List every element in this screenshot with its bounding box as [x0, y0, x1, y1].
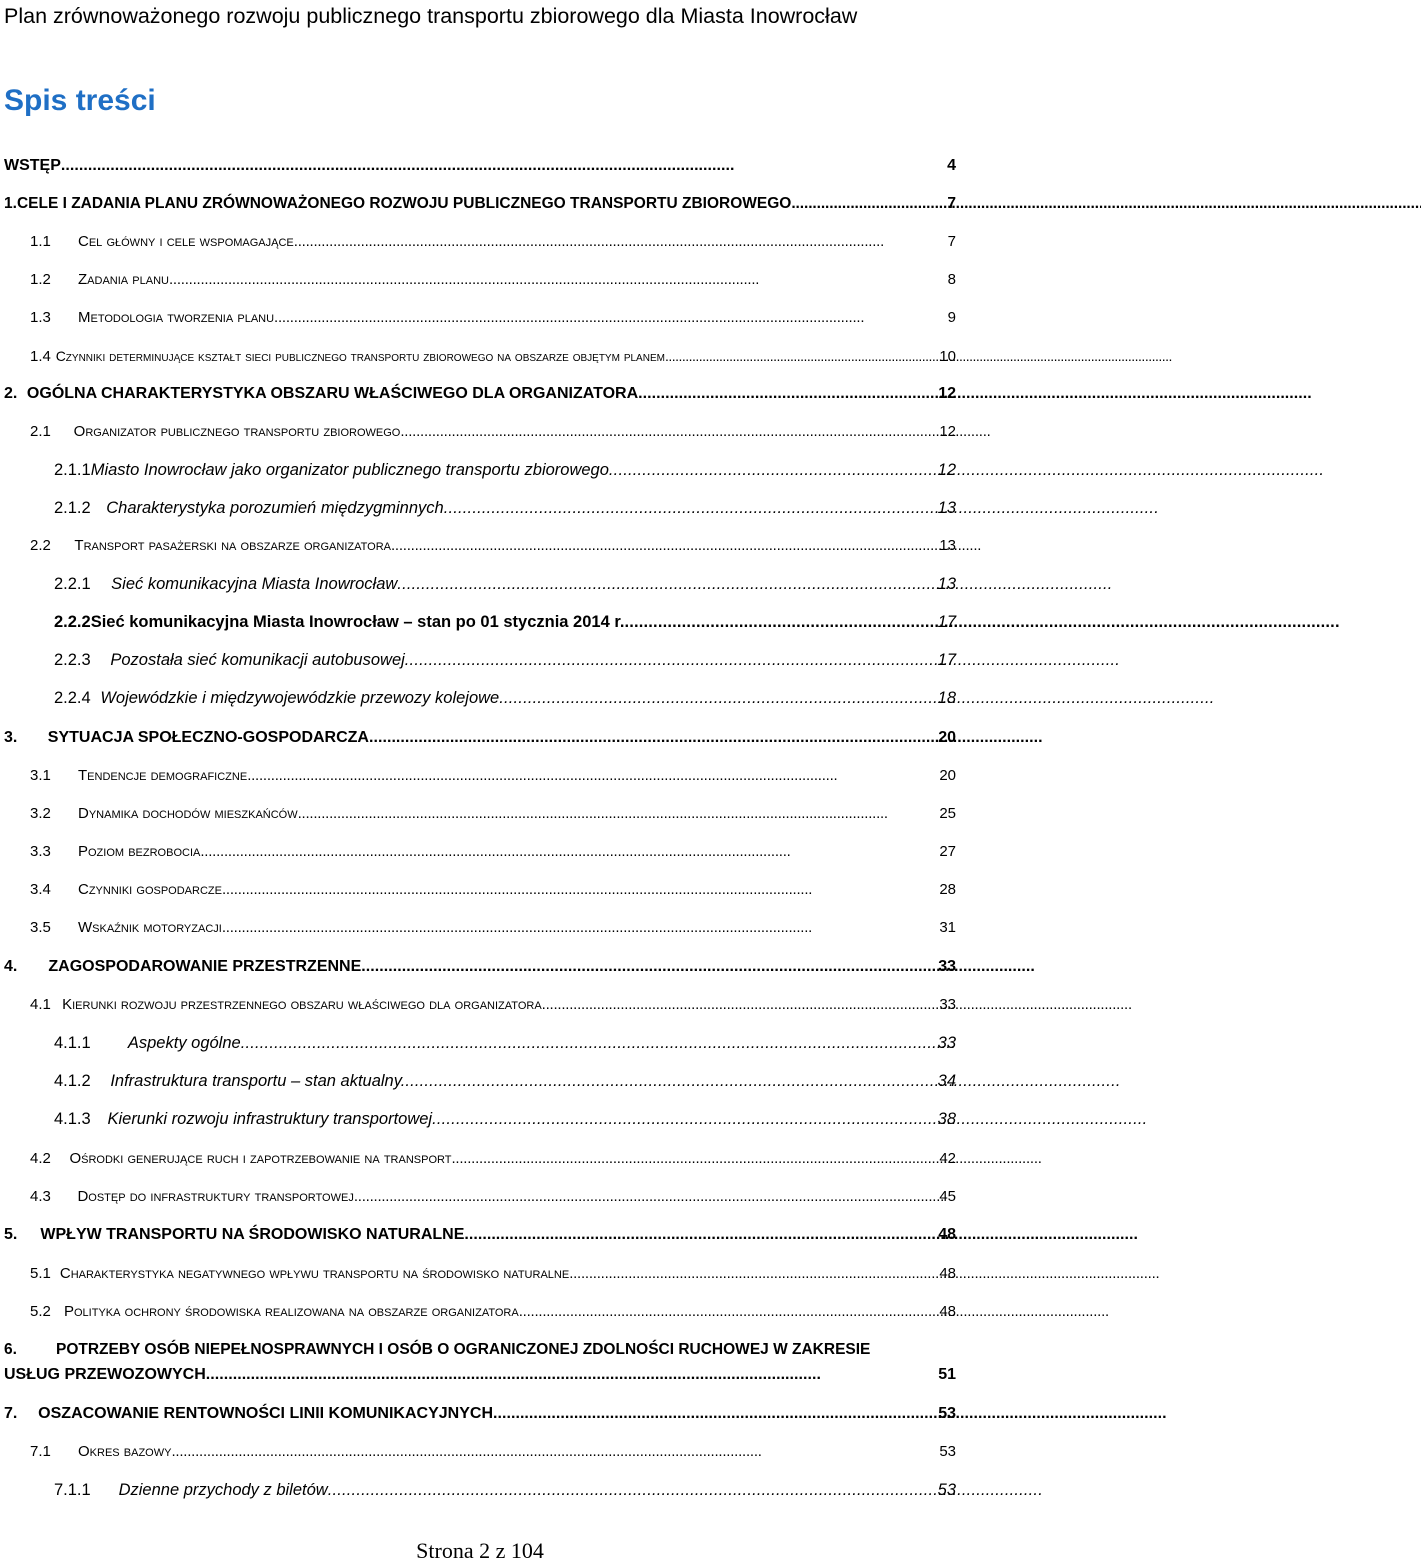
toc-leader [464, 1224, 934, 1246]
toc-entry-page: 38 [937, 1110, 956, 1128]
toc-leader [369, 727, 934, 749]
toc-leader [665, 345, 935, 367]
toc-entry-page: 13 [937, 499, 956, 517]
toc-entry-text: Metodologia tworzenia planu [78, 309, 275, 326]
toc-entry-text: Kierunki rozwoju infrastruktury transportowej [107, 1110, 433, 1128]
toc-leader [397, 573, 933, 595]
toc-entry-number: 2.2.2 [54, 613, 91, 631]
toc-entry-page: 53 [937, 1481, 956, 1499]
toc-entry-page: 9 [947, 309, 956, 326]
toc-entry-page: 31 [939, 919, 956, 936]
toc-leader [405, 1070, 933, 1092]
toc-entry-text: Zadania planu [78, 271, 169, 288]
toc-entry-page: 48 [939, 1265, 956, 1282]
toc-entry-text: Aspekty ogólne [127, 1034, 241, 1052]
toc-entry-page: 48 [938, 1226, 956, 1243]
toc-entry[interactable] [4, 1224, 956, 1246]
document-header: Plan zrównoważonego rozwoju publicznego transportu zbiorowego dla Miasta Inowrocław [4, 4, 858, 28]
toc-entry[interactable] [54, 1032, 956, 1054]
toc-entry-number: 3.3 [30, 843, 51, 860]
toc-entry-text: Poziom bezrobocia [78, 843, 201, 860]
toc-entry-text: Charakterystyka porozumień międzygminnych [106, 499, 444, 517]
toc-entry-text: Polityka ochrony środowiska realizowana na obszarze organizatora [64, 1303, 519, 1320]
toc-entry[interactable] [54, 1108, 956, 1130]
toc-entry[interactable] [54, 497, 956, 519]
toc-entry-number: 7.1 [30, 1443, 51, 1460]
toc-entry[interactable] [4, 727, 956, 749]
toc-entry-text: Sieć komunikacyjna Miasta Inowrocław [111, 575, 398, 593]
toc-entry[interactable] [54, 1070, 956, 1092]
toc-leader [274, 307, 944, 329]
toc-entry-text: OSZACOWANIE RENTOWNOŚCI LINII KOMUNIKACYJNYCH [38, 1405, 493, 1422]
toc-entry-number: 3.1 [30, 767, 51, 784]
toc-leader [169, 269, 944, 291]
toc-leader [499, 687, 933, 709]
toc-leader [638, 383, 934, 405]
toc-entry[interactable] [4, 193, 956, 215]
toc-entry-page: 20 [938, 729, 956, 746]
toc-entry-number: 2.2 [30, 537, 51, 554]
toc-entry-page: 17 [937, 613, 956, 631]
toc-entry[interactable] [30, 917, 956, 939]
toc-entry-text: Czynniki gospodarcze [78, 881, 222, 898]
toc-entry-number: 2.2.1 [54, 575, 91, 593]
toc-entry-page: 51 [938, 1366, 956, 1383]
toc-entry[interactable] [30, 765, 956, 787]
toc-entry-text: SYTUACJA SPOŁECZNO-GOSPODARCZA [47, 729, 369, 746]
toc-leader [294, 231, 944, 253]
toc-entry[interactable] [54, 573, 956, 595]
toc-entry-text: Dostęp do infrastruktury transportowej [77, 1188, 354, 1205]
toc-entry-page: 13 [937, 575, 956, 593]
toc-entry-number: 4. [4, 958, 18, 975]
toc-entry-text: Dzienne przychody z biletów [118, 1481, 328, 1499]
toc-entry-text: Okres bazowy [78, 1443, 172, 1460]
toc-entry-number: 4.1.1 [54, 1034, 91, 1052]
toc-entry-text: USŁUG PRZEWOZOWYCH [4, 1366, 206, 1383]
toc-entry-text: Transport pasażerski na obszarze organizatora [74, 537, 391, 554]
footer-separator: z [495, 1538, 506, 1563]
toc-entry-number: 2. [4, 385, 18, 402]
toc-entry[interactable] [30, 1301, 956, 1323]
toc-entry[interactable] [4, 155, 956, 177]
toc-entry-number: 7. [4, 1405, 18, 1422]
toc-leader [200, 841, 935, 863]
toc-entry[interactable] [30, 841, 956, 863]
toc-leader [519, 1301, 936, 1323]
toc-entry-continuation[interactable] [4, 1364, 956, 1386]
toc-leader [61, 155, 943, 177]
toc-entry[interactable] [30, 345, 956, 367]
toc-entry-text: Dynamika dochodów mieszkańców [78, 805, 298, 822]
toc-entry-page: 4 [947, 157, 956, 174]
toc-entry[interactable] [30, 879, 956, 901]
toc-entry-page: 12 [937, 461, 956, 479]
toc-leader [432, 1108, 934, 1130]
toc-entry-page: 53 [938, 1405, 956, 1422]
toc-entry-page: 12 [939, 423, 956, 440]
toc-entry-text: CELE I ZADANIA PLANU ZRÓWNOWAŻONEGO ROZWOJU PUBLICZNEGO TRANSPORTU ZBIOROWEGO [16, 195, 792, 212]
toc-entry-number: 4.2 [30, 1150, 51, 1167]
toc-entry-page: 25 [939, 805, 956, 822]
toc-entry-number: 2.2.4 [54, 689, 91, 707]
toc-entry-page: 18 [937, 689, 956, 707]
toc-entry-number: 2.1.1 [54, 461, 91, 479]
toc-leader [298, 803, 936, 825]
toc-leader [361, 956, 934, 978]
toc-entry-page: 7 [947, 233, 956, 250]
toc-entry-text: ZAGOSPODAROWANIE PRZESTRZENNE [48, 958, 362, 975]
toc-leader [247, 765, 935, 787]
toc-leader [542, 994, 936, 1016]
toc-entry-number: 1.4 [30, 348, 51, 365]
toc-leader [222, 879, 935, 901]
toc-entry-page: 20 [939, 767, 956, 784]
toc-entry[interactable] [4, 383, 956, 405]
toc-entry[interactable] [4, 1339, 956, 1361]
toc-entry[interactable] [30, 1263, 956, 1285]
toc-entry-page: 33 [937, 1034, 956, 1052]
toc-entry-number: 1.3 [30, 309, 51, 326]
toc-entry-text: WSTĘP [4, 157, 61, 174]
toc-entry[interactable] [30, 803, 956, 825]
toc-leader [171, 1441, 935, 1463]
toc-entry-text: OGÓLNA CHARAKTERYSTYKA OBSZARU WŁAŚCIWEGO DLA ORGANIZATORA [26, 385, 639, 402]
toc-leader [624, 611, 933, 633]
toc-entry-text: Pozostała sieć komunikacji autobusowej [110, 651, 405, 669]
toc-entry[interactable] [30, 269, 956, 291]
toc-leader [400, 421, 935, 443]
toc-entry-text: POTRZEBY OSÓB NIEPEŁNOSPRAWNYCH I OSÓB O OGRANICZONEJ ZDOLNOŚCI RUCHOWEJ W ZAKRESIE [56, 1341, 871, 1358]
toc-leader [609, 459, 934, 481]
toc-entry[interactable] [30, 535, 956, 557]
toc-entry-text: Kierunki rozwoju przestrzennego obszaru właściwego dla organizatora [62, 996, 542, 1013]
toc-entry-number: 3.4 [30, 881, 51, 898]
toc-leader [241, 1032, 934, 1054]
toc-entry-number: 3.5 [30, 919, 51, 936]
toc-entry-number: 7.1.1 [54, 1481, 91, 1499]
toc-entry-text: Miasto Inowrocław jako organizator publicznego transportu zbiorowego [90, 461, 609, 479]
toc-entry[interactable] [30, 307, 956, 329]
toc-entry[interactable] [30, 231, 956, 253]
toc-entry-number: 3.2 [30, 805, 51, 822]
toc-leader [405, 649, 934, 671]
toc-entry[interactable] [30, 1148, 956, 1170]
toc-entry-text: Cel główny i cele wspomagające [78, 233, 294, 250]
toc-leader [451, 1148, 935, 1170]
toc-entry[interactable] [54, 1479, 956, 1501]
toc-entry-text: Sieć komunikacyjna Miasta Inowrocław – stan po 01 stycznia 2014 r. [90, 613, 625, 631]
toc-entry-page: 53 [939, 1443, 956, 1460]
toc-entry[interactable] [54, 459, 956, 481]
toc-entry-text: WPŁYW TRANSPORTU NA ŚRODOWISKO NATURALNE [40, 1226, 465, 1243]
toc-leader [444, 497, 934, 519]
toc-entry-text: Ośrodki generujące ruch i zapotrzebowanie na transport [69, 1150, 452, 1167]
toc-entry-text: Wojewódzkie i międzywojewódzkie przewozy kolejowe [100, 689, 500, 707]
toc-entry-number: 1.2 [30, 271, 51, 288]
toc-title: Spis treści [4, 84, 156, 117]
toc-entry[interactable] [54, 687, 956, 709]
toc-entry-number: 4.1.3 [54, 1110, 91, 1128]
toc-entry-text: Infrastruktura transportu – stan aktualny. [110, 1072, 406, 1090]
toc-entry[interactable] [30, 421, 956, 443]
toc-entry[interactable] [54, 611, 956, 633]
toc-leader [206, 1364, 934, 1386]
toc-leader [222, 917, 935, 939]
toc-entry-number: 5.2 [30, 1303, 51, 1320]
toc-leader [328, 1479, 934, 1501]
toc-entry-page: 27 [939, 843, 956, 860]
toc-entry-page: 10 [939, 348, 956, 365]
toc-entry[interactable] [30, 1186, 956, 1208]
footer-current-page: 2 [479, 1538, 491, 1563]
toc-entry[interactable] [54, 649, 956, 671]
toc-entry-number: 1.1 [30, 233, 51, 250]
toc-entry-page: 48 [939, 1303, 956, 1320]
toc-entry-number: 3. [4, 729, 18, 746]
toc-entry-page: 42 [939, 1150, 956, 1167]
toc-leader [569, 1263, 935, 1285]
toc-entry-text: Tendencje demograficzne [78, 767, 248, 784]
toc-entry-number: 4.3 [30, 1188, 51, 1205]
toc-entry-number: 6. [4, 1341, 17, 1358]
toc-entry-number: 5.1 [30, 1265, 51, 1282]
toc-entry[interactable] [30, 994, 956, 1016]
toc-entry-page: 7 [947, 195, 956, 212]
toc-entry-number: 4.1.2 [54, 1072, 91, 1090]
toc-leader [391, 535, 935, 557]
toc-entry-number: 5. [4, 1226, 18, 1243]
toc-leader [354, 1186, 935, 1208]
toc-entry-page: 12 [938, 385, 956, 402]
toc-entry-number: 2.1.2 [54, 499, 91, 517]
toc-entry-number: 2.2.3 [54, 651, 91, 669]
toc-entry[interactable] [4, 1403, 956, 1425]
toc-entry[interactable] [4, 956, 956, 978]
toc-entry-page: 33 [939, 996, 956, 1013]
toc-entry-page: 17 [937, 651, 956, 669]
toc-entry-text: Charakterystyka negatywnego wpływu transportu na środowisko naturalne [59, 1265, 570, 1282]
toc-entry-page: 13 [939, 537, 956, 554]
toc-entry-page: 45 [939, 1188, 956, 1205]
page-footer [0, 1538, 960, 1564]
toc-leader [493, 1403, 934, 1425]
toc-entry-page: 8 [947, 271, 956, 288]
toc-leader [791, 193, 943, 215]
toc-entry[interactable] [30, 1441, 956, 1463]
toc-entry-number: 1. [4, 195, 17, 212]
toc-entry-number: 2.1 [30, 423, 51, 440]
toc-entry-page: 33 [938, 958, 956, 975]
toc-entry-page: 34 [937, 1072, 956, 1090]
toc-entry-text: Czynniki determinujące kształt sieci publicznego transportu zbiorowego na obszarze objętym planem [55, 348, 665, 364]
toc-entry-page: 28 [939, 881, 956, 898]
footer-page-label: Strona [416, 1538, 474, 1563]
toc-entry-text: Organizator publicznego transportu zbiorowego [73, 423, 401, 440]
toc-entry-number: 4.1 [30, 996, 51, 1013]
toc-entry-text: Wskaźnik motoryzacji [78, 919, 222, 936]
footer-total-pages: 104 [510, 1538, 544, 1563]
